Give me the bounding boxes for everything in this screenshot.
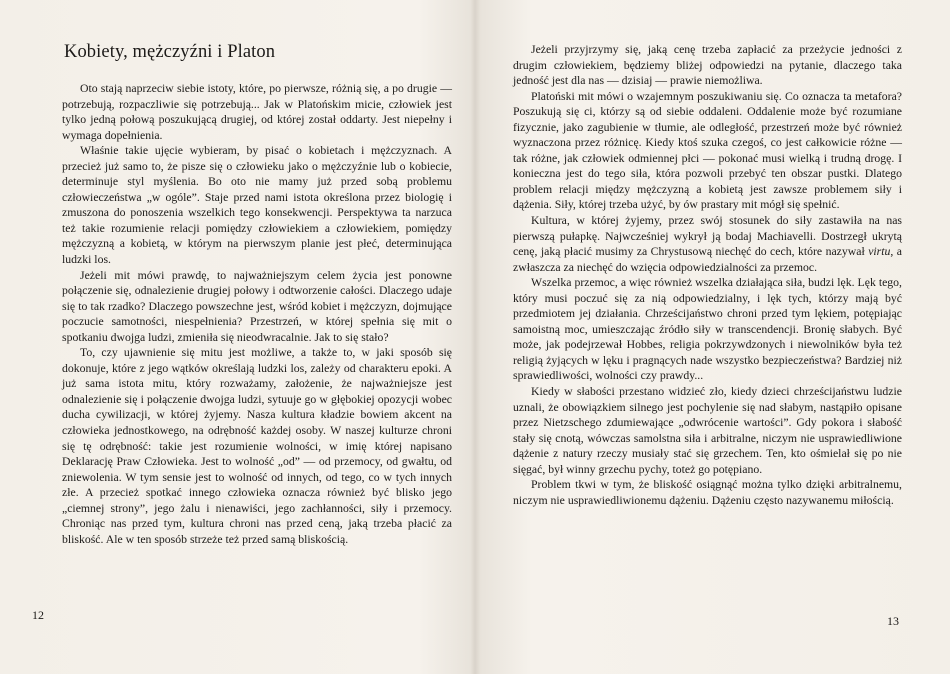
chapter-title: Kobiety, mężczyźni i Platon	[64, 42, 276, 62]
paragraph: Jeżeli przyjrzymy się, jaką cenę trzeba zapłacić za przeżycie jedności z drugim człowiekiem, będziemy bliżej odpowiedzi na pytanie, dlaczego taka jedność jest dla nas — dzisiaj — prawie niemożliwa.	[513, 43, 902, 88]
paragraph: Właśnie takie ujęcie wybieram, by pisać o kobietach i mężczyznach. A przecież już samo to, że pisze się o człowieku jako o mężczyźnie lub o kobiecie, determinuje styl myślenia. Bo oto nie mamy już przed sobą problemu człowieczeństwa „w ogóle”. Staje przed nami istota określona przez biologię i zmuszona do ponoszenia wszelkich tego konsekwencji. Perspektywa ta narzuca też takie rozumienie relacji pomiędzy człowiekiem a człowiekiem, pomiędzy mężczyzną a kobietą, w którym na pierwszym planie jest płeć, determinująca ludzki los.	[62, 144, 452, 267]
paragraph	[513, 213, 902, 275]
paragraph: Jeżeli mit mówi prawdę, to najważniejszym celem życia jest ponowne połączenie się, odnalezienie drugiej połowy i odtworzenie całości. Dlaczego udaje się to tak rzadko? Dlaczego powszechne jest, wśród kobiet i mężczyzn, dojmujące poczucie samotności, niespełnienia? Przestrzeń, w której spełnia się mit o spotkaniu dwojga ludzi, zmieniła się nieodwracalnie. Jak to się stało?	[62, 268, 452, 344]
left-text-column	[62, 81, 452, 547]
paragraph: To, czy ujawnienie się mitu jest możliwe, a także to, w jaki sposób się dokonuje, które z jego wątków określają ludzki los, zależy od charakteru epoki. A już sama istota mitu, który rozważamy, założenie, że najważniejsze jest odnalezienie się i połączenie dwojga ludzi, sytuuje go w głębokiej opozycji wobec ducha cywilizacji, w której żyjemy. Nasza kultura kładzie bowiem akcent na człowieka jednostkowego, na odrębność każdej osoby. W naszej kulturze chroni się tę odrębność: takie jest rozumienie wolności, w imię której napisano Deklarację Praw Człowieka. Jest to wolność „od” — od przemocy, od gwałtu, od zniewolenia. W tym sensie jest to wolność od innych, od tego, co w tych innych złe. A przecież spotkać innego człowieka oznacza również być blisko jego „ciemnej strony”, jego żalu i nienawiści, jego zachłanności, siły i przemocy. Chroniąc nas przed tym, kultura chroni nas przed ceną, jaką trzeba płacić za bliskość. Ale w ten sposób strzeże też przed samą bliskością.	[62, 346, 452, 546]
paragraph: Kiedy w słabości przestano widzieć zło, kiedy dzieci chrześcijaństwu ludzie uznali, że obowiązkiem silnego jest pochylenie się nad słabym, nastąpiło opisane przez Nietzschego zdumiewające „odwrócenie wartości”. Gdy pokora i słabość stały się cnotą, wówczas samolstna siła i arbitralne, niczym nie usprawiedliwione dążenie z natury rzeczy musiały stać się grzechem. Ten, kto ośmielał się po nie sięgać, był winny grzechu pychy, toteż go potępiano.	[513, 385, 902, 476]
paragraph: Oto stają naprzeciw siebie istoty, które, po pierwsze, różnią się, a po drugie — potrzebują, rozpaczliwie się potrzebują... Jak w Platońskim micie, człowiek jest tylko jedną połową poszukującą drugiej, od której został oddarty. Jest niepełny i wymaga dopełnienia.	[62, 82, 452, 142]
page-number: 13	[887, 614, 899, 628]
paragraph: Platoński mit mówi o wzajemnym poszukiwaniu się. Co oznacza ta metafora? Poszukują się ci, którzy są od siebie oddaleni. Oddalenie może być rozumiane fizycznie, jako zagubienie w tłumie, ale odległość, przestrzeń może być również wyznaczona przez różnicę. Kiedy ktoś szuka czegoś, co jest całkowicie różne — tak różne, jak człowiek odmiennej płci — pokonać musi wielką i trudną drogę. I konieczna jest do tego siła, która pozwoli przebyć ten obszar pustki. Dlatego problem relacji między mężczyzną a kobietą jest zawsze problemem siły i dążenia. Siły, której trzeba użyć, by ów prastary mit mógł się spełnić.	[513, 89, 902, 212]
paragraph: Problem tkwi w tym, że bliskość osiągnąć można tylko dzięki arbitralnemu, niczym nie usprawiedliwionemu dążeniu. Dążeniu często nazywanemu miłością.	[513, 478, 902, 507]
paragraph: Wszelka przemoc, a więc również wszelka działająca siła, budzi lęk. Lęk tego, który musi poczuć się za nią odpowiedzialny, i lęk tych, którzy mają być przedmiotem jej działania. Chrześcijaństwo chroni przed tym lękiem, potępiając samoistną moc, umieszczając źródło siły w transcendencji. Bronię słabych. Być może, jak podejrzewał Hobbes, religia pokrzywdzonych i niewolników była też religią żyjących w lęku i pragnących nade wszystko bezpieczeństwa? Bardziej niż sprawiedliwości, wolności czy prawdy...	[513, 276, 902, 383]
paragraph-text: , a zwłaszcza za niechęć do wzięcia odpowiedzialności za przemoc.	[513, 245, 903, 274]
right-page	[475, 0, 950, 674]
right-text-column	[513, 42, 902, 508]
page-number: 12	[32, 608, 44, 622]
paragraph-text: Kultura, w której żyjemy, przez swój stosunek do siły zastawiła na nas pierwszą pułapkę. Najwcześniej wykrył ją bodaj Machiavelli. Dostrzegł ukrytą cenę, jaką płacić musimy za Chrystusową niechęć do cech, które nazywał	[513, 214, 902, 259]
italic-term: virtu	[868, 245, 891, 259]
